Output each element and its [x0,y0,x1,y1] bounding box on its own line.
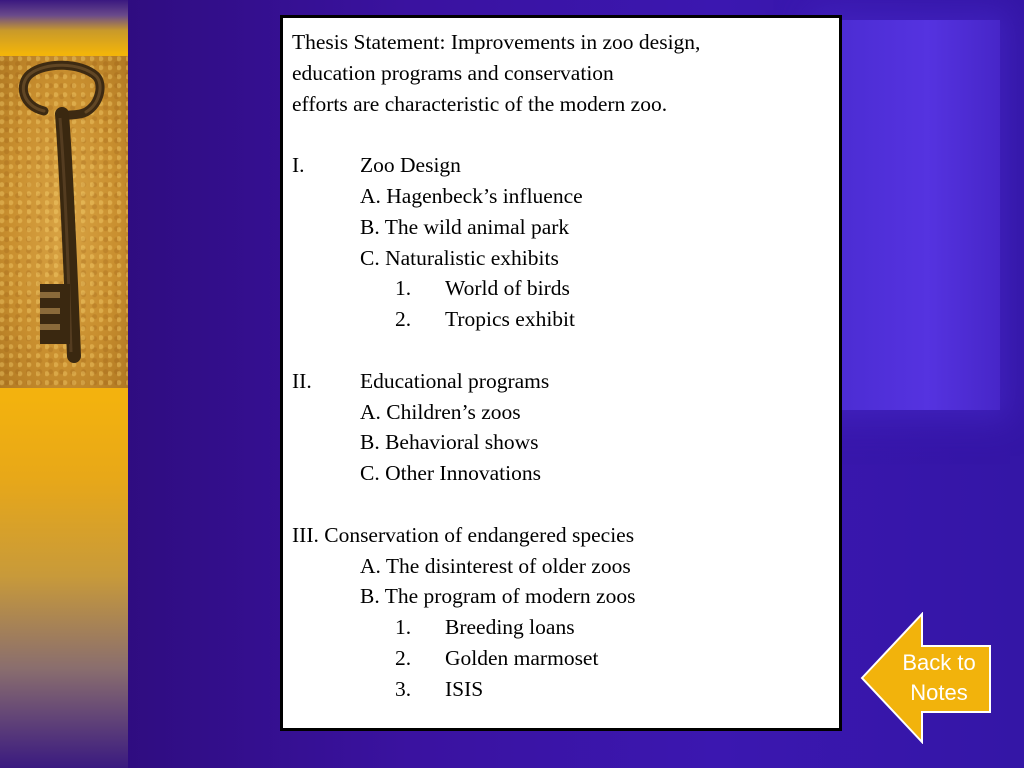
subpoint: C. Naturalistic exhibits [360,245,559,270]
numbered-item [292,674,833,705]
subpoint: A. Children’s zoos [360,399,521,424]
subpoint: A. The disinterest of older zoos [360,553,631,578]
section-heading [292,150,833,181]
item-number: 1. [395,276,412,301]
item-number: 1. [395,615,412,640]
item-text: ISIS [445,676,484,701]
back-to-notes-label: Back to Notes [902,650,976,705]
item-number: 2. [395,645,412,670]
numbered-item [292,304,833,335]
thesis-line: efforts are characteristic of the modern zoo. [292,91,668,116]
antique-key-photo [0,56,128,388]
section-heading [292,366,833,397]
item-number: 3. [395,676,412,701]
background-glow-panel [820,20,1000,410]
subpoint: C. Other Innovations [360,461,541,486]
section-heading: III. Conservation of endangered species [292,522,635,547]
subpoint: B. The program of modern zoos [360,584,636,609]
section-title: Zoo Design [360,153,461,178]
section-numeral: I. [292,153,305,178]
item-text: Breeding loans [445,615,575,640]
item-number: 2. [395,307,412,332]
subpoint: B. Behavioral shows [360,430,539,455]
numbered-item [292,273,833,304]
item-text: World of birds [445,276,570,301]
section-numeral: II. [292,368,312,393]
item-text: Golden marmoset [445,645,599,670]
outline-card [280,15,842,731]
thesis-line: Thesis Statement: Improvements in zoo design, [292,30,701,54]
subpoint: A. Hagenbeck’s influence [360,183,583,208]
item-text: Tropics exhibit [445,307,576,332]
thesis-line: education programs and conservation [292,60,614,85]
numbered-item [292,643,833,674]
key-icon [0,56,128,388]
back-to-notes-button[interactable] [860,612,992,744]
numbered-item [292,612,833,643]
subpoint: B. The wild animal park [360,214,570,239]
section-title: Educational programs [360,368,550,393]
